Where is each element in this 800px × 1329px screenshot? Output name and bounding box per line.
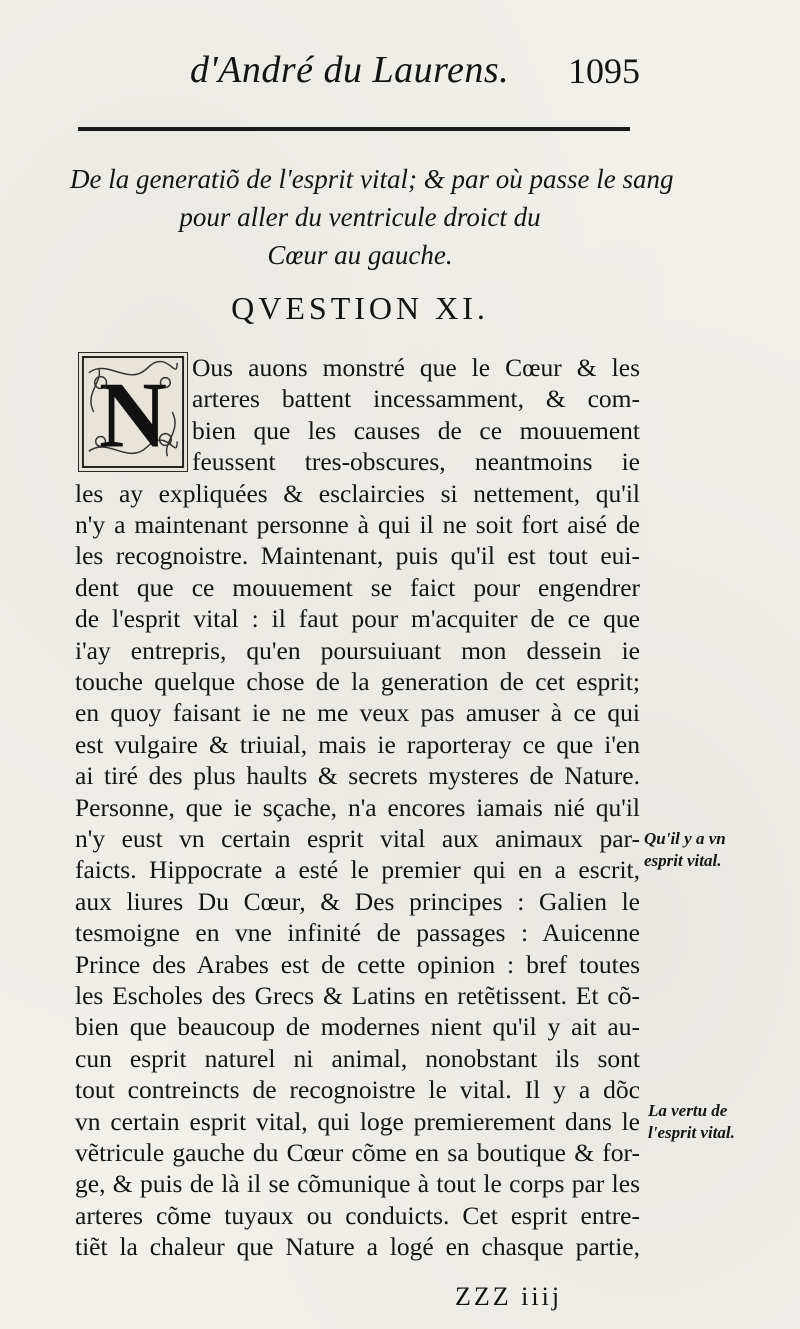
- running-title: d'André du Laurens.: [190, 49, 510, 91]
- decorated-initial: [78, 352, 188, 472]
- chapter-title-line: pour aller du ventricule droict du: [179, 202, 541, 232]
- text-line: bien que beaucoup de modernes nient qu'il y ait au-: [75, 1012, 640, 1042]
- initial-letter: N: [98, 363, 168, 468]
- header-rule: [78, 127, 630, 131]
- text-line: vn certain esprit vital, qui loge premierement dans le: [75, 1106, 640, 1136]
- text-line: Prince des Arabes est de cette opinion : bref toutes: [75, 949, 640, 979]
- text-line: arteres cõme tuyaux ou conduicts. Cet esprit entre-: [75, 1200, 640, 1230]
- text-line: bien que les causes de ce mouuement: [192, 415, 640, 445]
- signature-mark: ZZZ iiij: [455, 1282, 563, 1311]
- text-line: de l'esprit vital : il faut pour m'acquiter de ce que: [75, 604, 640, 634]
- margin-note-line: La vertu de: [648, 1101, 728, 1120]
- text-line: touche quelque chose de la generation de cet esprit;: [75, 667, 640, 696]
- text-line: ge, & puis de là il se cõmunique à tout le corps par les: [75, 1169, 640, 1199]
- text-line: tiẽt la chaleur que Nature a logé en chasque partie,: [75, 1232, 640, 1262]
- margin-note-line: esprit vital.: [644, 851, 722, 870]
- text-line: dent que ce mouuement se faict pour engendrer: [75, 572, 640, 602]
- text-line: cun esprit naturel ni animal, nonobstant ils sont: [75, 1043, 640, 1073]
- margin-note-line: l'esprit vital.: [648, 1123, 735, 1142]
- chapter-title: [70, 160, 674, 274]
- text-line: feussent tres-obscures, neantmoins ie: [192, 447, 640, 477]
- text-line: les Escholes des Grecs & Latins en retẽtissent. Et cõ-: [75, 981, 640, 1010]
- text-line: i'ay entrepris, qu'en poursuiuant mon dessein ie: [75, 635, 640, 665]
- ornament-initial-icon: [79, 353, 187, 471]
- chapter-title-line: De la generatiõ de l'esprit vital; & par où passe le sang: [70, 164, 674, 194]
- text-line: est vulgaire & triuial, mais ie raporteray ce que i'en: [75, 729, 640, 759]
- text-line: n'y eust vn certain esprit vital aux animaux par-: [75, 824, 640, 853]
- text-line: les ay expliquées & esclaircies si nettement, qu'il: [75, 478, 640, 508]
- text-line: n'y a maintenant personne à qui il ne soit fort aisé de: [75, 510, 640, 539]
- page-number: 1095: [568, 51, 640, 91]
- margin-note: [644, 828, 726, 872]
- chapter-title-line: Cœur au gauche.: [267, 240, 453, 270]
- text-line: les recognoistre. Maintenant, puis qu'il est tout eui-: [75, 541, 640, 571]
- text-line: tesmoigne en vne infinité de passages : Auicenne: [75, 918, 640, 948]
- margin-note: [648, 1100, 735, 1144]
- text-line: arteres battent incessamment, & com-: [192, 384, 640, 414]
- text-line: ai tiré des plus haults & secrets mysteres de Nature.: [75, 761, 640, 791]
- text-line: aux liures Du Cœur, & Des principes : Galien le: [75, 886, 640, 916]
- text-line: en quoy faisant ie ne me veux pas amuser à ce qui: [75, 698, 640, 728]
- text-line: tout contreincts de recognoistre le vital. Il y a dõc: [75, 1075, 640, 1105]
- text-line: Ous auons monstré que le Cœur & les: [192, 353, 640, 382]
- text-line: faicts. Hippocrate a esté le premier qui en a escrit,: [75, 855, 640, 885]
- question-heading: QVESTION XI.: [231, 290, 489, 326]
- text-line: Personne, que ie sçache, n'a encores iamais nié qu'il: [75, 792, 640, 822]
- page-header: [180, 48, 650, 98]
- text-line: vẽtricule gauche du Cœur cõme en sa boutique & for-: [75, 1138, 640, 1167]
- margin-note-line: Qu'il y a vn: [644, 829, 726, 848]
